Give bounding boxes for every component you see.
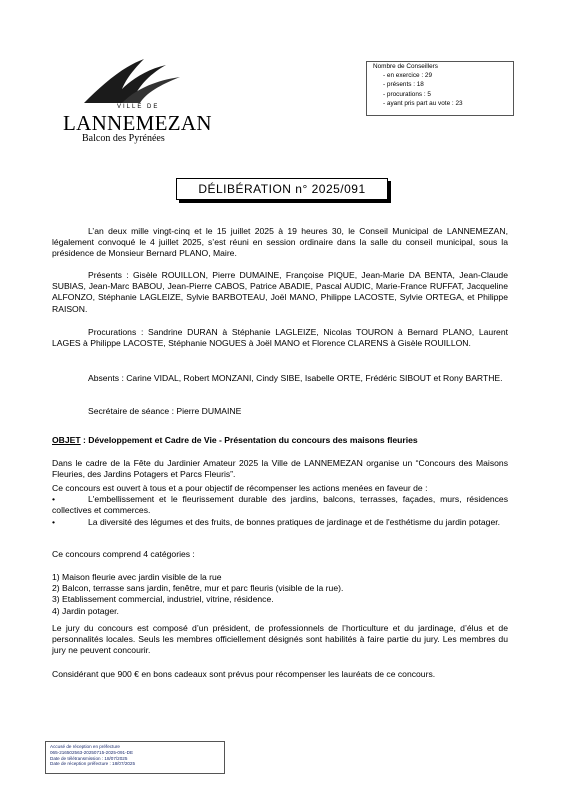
counsellors-procurations: - procurations : 5 bbox=[383, 90, 431, 98]
lannemezan-logo bbox=[63, 55, 212, 150]
counsellors-en-exercice: - en exercice : 29 bbox=[383, 72, 433, 80]
objective-bullet bbox=[52, 494, 508, 516]
objective-bullet bbox=[52, 517, 508, 528]
counsellors-title: Nombre de Conseillers bbox=[373, 63, 438, 70]
category-item: 1) Maison fleurie avec jardin visible de la rue bbox=[52, 572, 222, 582]
bullet-icon: • bbox=[52, 516, 56, 527]
secretaire-paragraph: Secrétaire de séance : Pierre DUMAINE bbox=[88, 406, 242, 416]
objet-heading bbox=[52, 435, 508, 446]
logo-tagline: Balcon des Pyrénées bbox=[82, 133, 165, 144]
presents-paragraph: Présents : Gisèle ROUILLON, Pierre DUMAINE, Françoise PIQUE, Jean-Marie DA BENTA, Jean-Claude SUBIAS, Jean-Marc BABOU, Jean-Pierre CABOS, Patrice ABADIE, Pascal AUDIC, Marie-France RUFFAT, Jacqueline ALFONZO, Stéphanie LAGLEIZE, Sylvie BARBOTEAU, Joël MANO, Philippe LACOSTE, Sylvie ORTEGA, et Philippe RAISON. bbox=[52, 270, 508, 314]
objectives-intro: Ce concours est ouvert à tous et a pour objectif de récompenser les actions menées en faveur de : bbox=[52, 483, 428, 493]
receipt-line: Accusé de réception en préfecture bbox=[50, 744, 120, 749]
bullet-icon: • bbox=[52, 494, 56, 505]
counsellors-presents: - présents : 18 bbox=[383, 81, 424, 89]
absents-paragraph: Absents : Carine VIDAL, Robert MONZANI, Cindy SIBE, Isabelle ORTE, Frédéric SIBOUT et Rony BARTHE. bbox=[88, 373, 503, 383]
categories-list bbox=[52, 572, 508, 617]
objet-label: OBJET bbox=[52, 435, 81, 445]
category-item: 2) Balcon, terrasse sans jardin, fenêtre, mur et parc fleuris (visible de la rue). bbox=[52, 583, 344, 594]
counsellors-count-box bbox=[366, 61, 514, 116]
objet-text: : Développement et Cadre de Vie - Présentation du concours des maisons fleuries bbox=[80, 435, 418, 445]
context-paragraph: Dans le cadre de la Fête du Jardinier Amateur 2025 la Ville de LANNEMEZAN organise un “Concours des Maisons Fleuries, des Jardins Potagers et Parcs Fleuris”. bbox=[52, 458, 508, 480]
category-item: 4) Jardin potager. bbox=[52, 605, 119, 616]
prefecture-receipt-box bbox=[45, 741, 225, 774]
deliberation-title: DÉLIBÉRATION n° 2025/091 bbox=[176, 178, 388, 200]
objective-text: La diversité des légumes et des fruits, de bonnes pratiques de jardinage et de l'esthétisme du jardin potager. bbox=[88, 516, 501, 527]
objectives-block bbox=[52, 483, 508, 528]
jury-paragraph: Le jury du concours est composé d’un président, de professionnels de l’horticulture et du jardinage, d’élus et de personnalités locales. Seuls les membres officiellement désignés sont habilités à faire partie du jury. Les membres du jury ne peuvent concourir. bbox=[52, 623, 508, 656]
logo-city-name: LANNEMEZAN bbox=[63, 111, 212, 135]
intro-paragraph: L’an deux mille vingt-cinq et le 15 juillet 2025 à 19 heures 30, le Conseil Municipal de LANNEMEZAN, légalement convoqué le 4 juillet 2025, s’est réuni en session ordinaire dans la salle du conseil municipal, sous la présidence de Monsieur Bernard PLANO, Maire. bbox=[52, 226, 508, 259]
receipt-line: 065-216502563-20250715-2025-091-DE bbox=[50, 749, 134, 755]
objective-text: L'embellissement et le fleurissement durable des jardins, balcons, terrasses, façades, murs, résidences collectives et commerces. bbox=[52, 494, 508, 516]
categories-intro: Ce concours comprend 4 catégories : bbox=[52, 549, 195, 559]
logo-ville-label: VILLE DE bbox=[117, 104, 160, 110]
receipt-line: Date de réception préfecture : 18/07/2025 bbox=[50, 761, 136, 767]
procurations-paragraph: Procurations : Sandrine DURAN à Stéphanie LAGLEIZE, Nicolas TOURON à Bernard PLANO, Laurent LAGES à Philippe LACOSTE, Stéphanie NOGUES à Joël MANO et Florence CLARENS à Gisèle ROUILLON. bbox=[52, 327, 508, 349]
mountain-logo-icon bbox=[82, 55, 192, 105]
counsellors-votants: - ayant pris part au vote : 23 bbox=[383, 99, 463, 107]
considerant-paragraph: Considérant que 900 € en bons cadeaux sont prévus pour récompenser les lauréats de ce concours. bbox=[52, 669, 436, 679]
receipt-line: Date de télétransmission : 18/07/2025 bbox=[50, 755, 128, 761]
category-item: 3) Etablissement commercial, industriel, vitrine, résidence. bbox=[52, 594, 274, 605]
